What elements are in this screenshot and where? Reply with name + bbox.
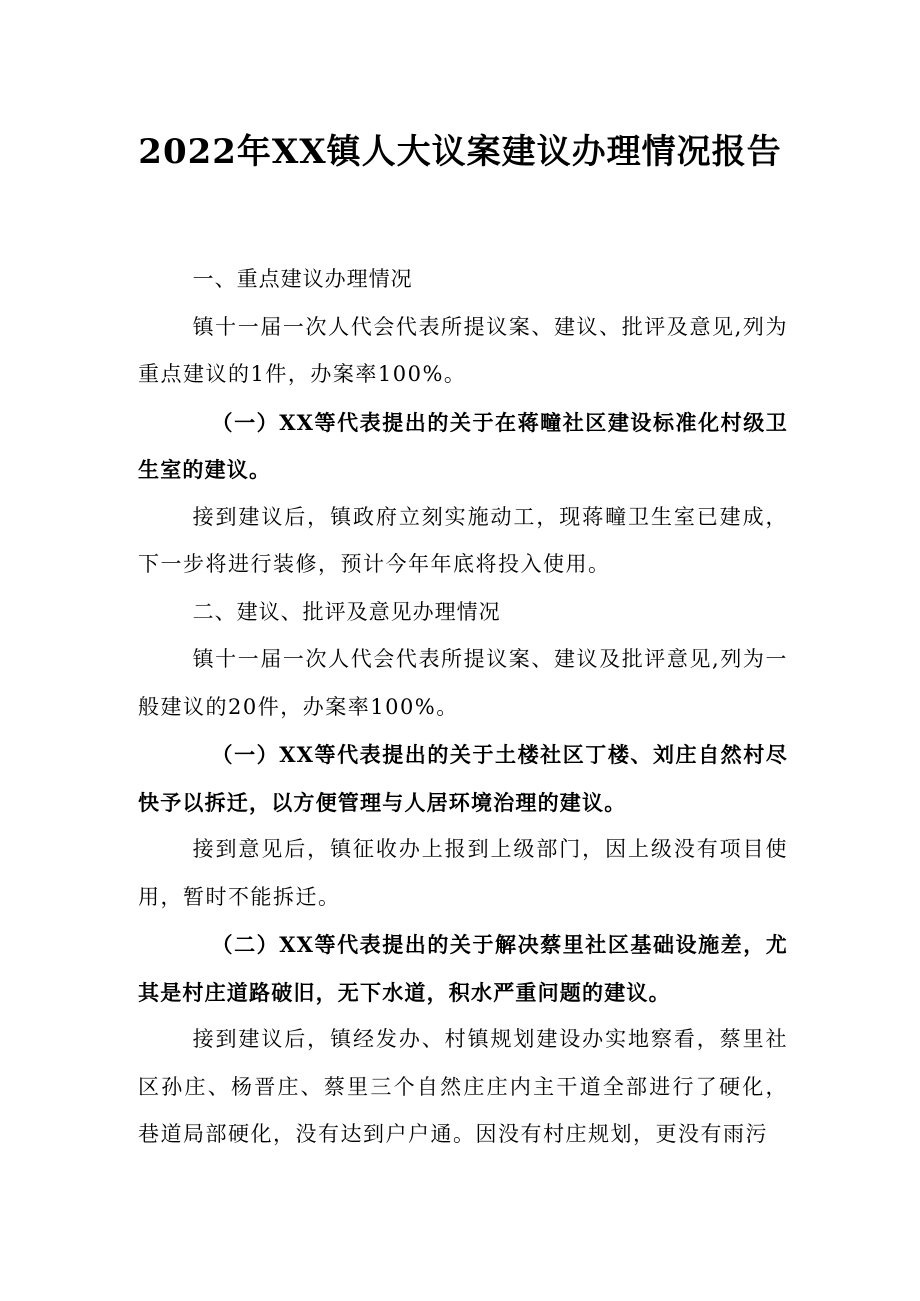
paragraph: 接到建议后，镇经发办、村镇规划建设办实地察看，蔡里社区孙庄、杨晋庄、蔡里三个自然庄庄内主干道全部进行了硬化，巷道局部硬化，没有达到户户通。因没有村庄规划，更没有雨污 <box>138 1027 788 1146</box>
sub-heading: （一）XX等代表提出的关于土楼社区丁楼、刘庄自然村尽快予以拆迁，以方便管理与人居环境治理的建议。 <box>138 742 788 815</box>
paragraph: 接到意见后，镇征收办上报到上级部门，因上级没有项目使用，暂时不能拆迁。 <box>138 837 788 909</box>
paragraph: 接到建议后，镇政府立刻实施动工，现蒋疃卫生室已建成，下一步将进行装修，预计今年年底将投入使用。 <box>138 504 788 576</box>
section-heading-2: 二、建议、批评及意见办理情况 <box>192 599 501 624</box>
paragraph: 镇十一届一次人代会代表所提议案、建议及批评意见,列为一般建议的20件，办案率100%。 <box>138 647 788 719</box>
sub-heading: （二）XX等代表提出的关于解决蔡里社区基础设施差，尤其是村庄道路破旧，无下水道，积水严重问题的建议。 <box>138 932 788 1005</box>
section-heading-1: 一、重点建议办理情况 <box>192 267 413 291</box>
document-body <box>138 256 788 1159</box>
paragraph: 镇十一届一次人代会代表所提议案、建议、批评及意见,列为重点建议的1件，办案率100%。 <box>138 314 788 386</box>
sub-heading: （一）XX等代表提出的关于在蒋疃社区建设标准化村级卫生室的建议。 <box>138 409 788 482</box>
document-title: 2022年XX镇人大议案建议办理情况报告 <box>138 132 782 172</box>
